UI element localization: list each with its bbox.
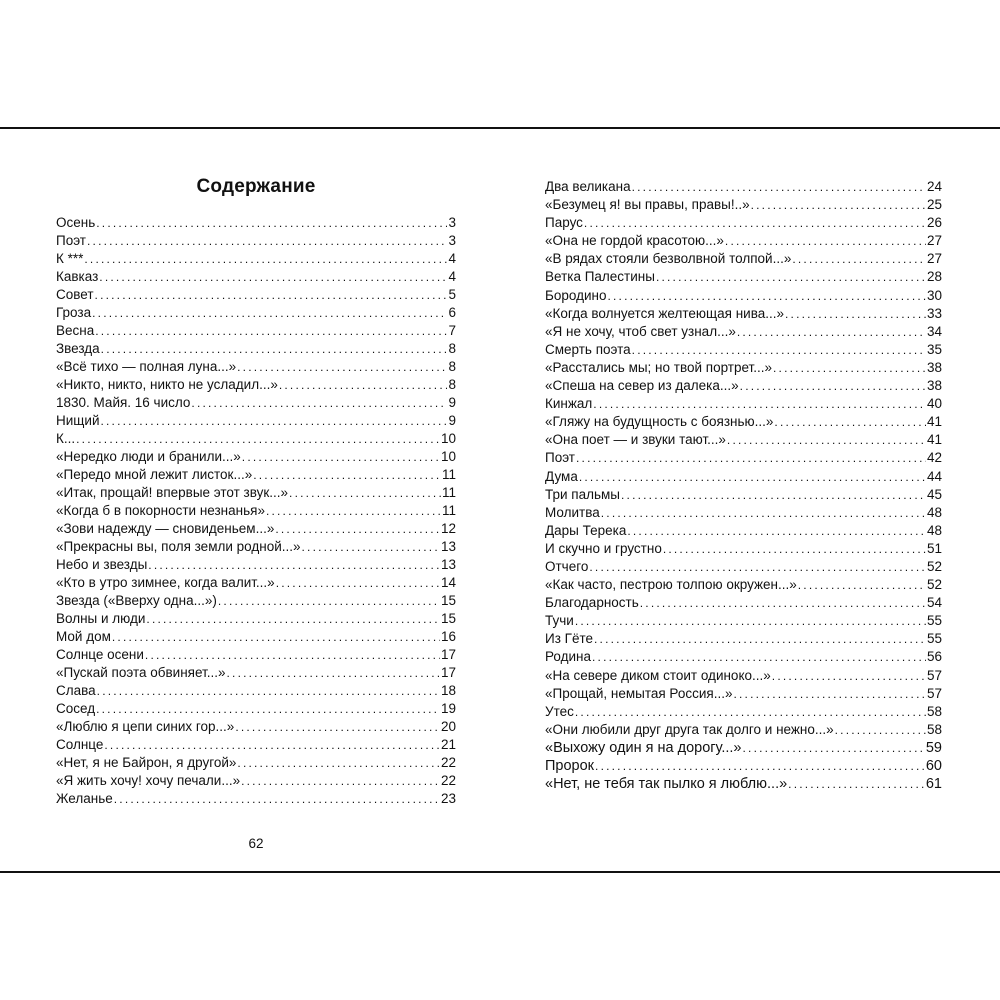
toc-dot-leader [241, 772, 440, 790]
toc-dot-leader [95, 322, 447, 340]
toc-entry [545, 232, 942, 250]
toc-entry [545, 594, 942, 612]
toc-entry-page: 55 [926, 613, 942, 629]
toc-entry [56, 340, 456, 358]
toc-entry-page: 56 [926, 649, 942, 665]
toc-entry-page: 42 [926, 450, 942, 466]
toc-entry-title: Поэт [56, 233, 86, 248]
toc-entry-title: «Нет, я не Байрон, я другой» [56, 755, 237, 770]
toc-entry-page: 3 [448, 233, 456, 248]
toc-dot-leader [218, 592, 440, 610]
toc-entry-title: К *** [56, 251, 84, 266]
toc-entry [56, 448, 456, 466]
toc-entry-page: 8 [448, 377, 456, 392]
toc-entry [56, 538, 456, 556]
toc-entry [545, 648, 942, 666]
toc-entry [56, 250, 456, 268]
toc-dot-leader [584, 214, 926, 232]
toc-entry [56, 772, 456, 790]
toc-dot-leader [773, 359, 926, 377]
toc-entry-title: Молитва [545, 504, 600, 520]
toc-entry-title: «Расстались мы; но твой портрет...» [545, 359, 772, 375]
toc-dot-leader [302, 538, 440, 556]
toc-entry-page: 52 [926, 558, 942, 574]
toc-entry-page: 26 [926, 215, 942, 231]
toc-entry [545, 685, 942, 703]
toc-dot-leader [266, 502, 441, 520]
toc-entry-page: 40 [926, 396, 942, 412]
toc-dot-leader [737, 323, 926, 341]
toc-dot-leader [289, 484, 441, 502]
toc-dot-leader [114, 790, 440, 808]
toc-dot-leader [95, 286, 448, 304]
toc-entry-page: 44 [926, 468, 942, 484]
toc-dot-leader [607, 287, 926, 305]
toc-entry-title: Сосед [56, 701, 96, 716]
toc-entry-page: 18 [440, 683, 456, 698]
toc-entry [56, 736, 456, 754]
toc-entry [545, 468, 942, 486]
toc-entry [545, 395, 942, 413]
toc-entry [545, 214, 942, 232]
toc-entry [545, 522, 942, 540]
toc-entry [56, 592, 456, 610]
toc-entry-title: Отчего [545, 558, 589, 574]
toc-entry-page: 51 [926, 540, 942, 556]
toc-list-left [56, 214, 456, 808]
contents-heading: Содержание [196, 176, 316, 197]
toc-entry-title: Три пальмы [545, 486, 621, 502]
toc-entry [56, 412, 456, 430]
toc-entry-title: «Спеша на север из далека...» [545, 378, 739, 394]
toc-entry [56, 268, 456, 286]
toc-entry-page: 19 [440, 701, 456, 716]
toc-dot-leader [112, 628, 440, 646]
toc-entry-title: «Кто в утро зимнее, когда валит...» [56, 575, 275, 590]
toc-entry-page: 57 [926, 667, 942, 683]
toc-entry-title: Мой дом [56, 629, 111, 644]
toc-entry-title: «Я не хочу, чтоб свет узнал...» [545, 323, 736, 339]
toc-dot-leader [835, 721, 926, 739]
toc-dot-leader [97, 682, 440, 700]
toc-entry [56, 214, 456, 232]
toc-dot-leader [725, 232, 926, 250]
toc-entry-title: «Прекрасны вы, поля земли родной...» [56, 539, 301, 554]
toc-entry-title: Кинжал [545, 396, 593, 412]
toc-entry-page: 60 [925, 758, 942, 774]
toc-entry-page: 45 [926, 486, 942, 502]
toc-dot-leader [595, 757, 925, 775]
toc-entry [545, 540, 942, 558]
toc-dot-leader [632, 341, 926, 359]
toc-entry [56, 484, 456, 502]
toc-entry-page: 57 [926, 685, 942, 701]
toc-entry-page: 17 [440, 665, 456, 680]
toc-entry-page: 41 [926, 432, 942, 448]
toc-entry-page: 22 [440, 773, 456, 788]
toc-entry-page: 52 [926, 577, 942, 593]
toc-entry-title: Два великана [545, 179, 631, 194]
toc-entry-title: Звезда [56, 341, 100, 356]
toc-entry [56, 610, 456, 628]
toc-entry [545, 558, 942, 576]
toc-dot-leader [663, 540, 926, 558]
toc-entry [545, 612, 942, 630]
toc-dot-leader [774, 413, 926, 431]
toc-dot-leader [275, 520, 440, 538]
toc-entry-page: 54 [926, 595, 942, 611]
toc-entry-page: 35 [926, 341, 942, 357]
toc-dot-leader [621, 486, 926, 504]
toc-dot-leader [575, 612, 926, 630]
toc-entry-title: Гроза [56, 305, 92, 320]
toc-entry-title: Дары Терека [545, 522, 627, 538]
toc-entry-title: «Люблю я цепи синих гор...» [56, 719, 235, 734]
toc-entry-title: Утес [545, 703, 574, 719]
toc-entry-title: Весна [56, 323, 95, 338]
toc-entry-title: Кавказ [56, 269, 99, 284]
toc-entry-title: 1830. Майя. 16 число [56, 395, 191, 410]
toc-entry-page: 10 [440, 431, 456, 446]
toc-dot-leader [785, 305, 926, 323]
toc-entry [56, 556, 456, 574]
toc-entry-page: 17 [440, 647, 456, 662]
toc-entry-page: 3 [448, 215, 456, 230]
toc-entry [545, 178, 942, 196]
toc-dot-leader [104, 736, 440, 754]
toc-entry-title: «Я жить хочу! хочу печали...» [56, 773, 241, 788]
toc-entry [545, 413, 942, 431]
toc-dot-leader [235, 718, 440, 736]
toc-dot-leader [579, 468, 926, 486]
toc-entry-title: Поэт [545, 450, 575, 466]
toc-dot-leader [576, 449, 926, 467]
right-page [545, 129, 942, 871]
toc-entry [545, 196, 942, 214]
toc-entry-page: 6 [448, 305, 456, 320]
toc-dot-leader [92, 304, 447, 322]
toc-entry-title: Из Гёте [545, 631, 594, 647]
toc-dot-leader [751, 196, 926, 214]
toc-entry [56, 664, 456, 682]
toc-entry [56, 286, 456, 304]
toc-dot-leader [733, 685, 926, 703]
toc-entry-page: 15 [440, 593, 456, 608]
toc-entry-title: Волны и люди [56, 611, 146, 626]
toc-entry-title: «Они любили друг друга так долго и нежно...» [545, 721, 834, 737]
toc-entry-page: 23 [440, 791, 456, 806]
toc-dot-leader [740, 377, 926, 395]
toc-dot-leader [227, 664, 440, 682]
toc-dot-leader [76, 430, 440, 448]
toc-dot-leader [592, 648, 926, 666]
toc-dot-leader [601, 504, 926, 522]
toc-entry-page: 22 [440, 755, 456, 770]
toc-list-right [545, 178, 942, 793]
toc-entry [545, 739, 942, 757]
toc-dot-leader [87, 232, 447, 250]
toc-entry [545, 323, 942, 341]
toc-entry-title: К... [56, 431, 76, 446]
toc-dot-leader [237, 754, 440, 772]
toc-entry-title: Слава [56, 683, 96, 698]
toc-entry [545, 703, 942, 721]
toc-entry-title: Родина [545, 649, 592, 665]
page-number: 62 [248, 836, 264, 851]
toc-entry-title: Смерть поэта [545, 341, 631, 357]
toc-dot-leader [632, 178, 926, 196]
toc-dot-leader [772, 667, 926, 685]
toc-entry [56, 502, 456, 520]
toc-entry-page: 27 [926, 233, 942, 249]
toc-entry [56, 646, 456, 664]
toc-entry-page: 33 [926, 305, 942, 321]
toc-entry-title: Нищий [56, 413, 100, 428]
toc-entry-title: И скучно и грустно [545, 540, 662, 556]
toc-entry-page: 38 [926, 378, 942, 394]
toc-entry [56, 628, 456, 646]
toc-entry [545, 576, 942, 594]
toc-entry [545, 268, 942, 286]
toc-entry [545, 721, 942, 739]
toc-entry [545, 305, 942, 323]
toc-entry [56, 304, 456, 322]
toc-entry [56, 466, 456, 484]
toc-entry [545, 359, 942, 377]
toc-entry-title: Солнце [56, 737, 104, 752]
toc-dot-leader [640, 594, 926, 612]
toc-entry [545, 504, 942, 522]
toc-entry-page: 7 [448, 323, 456, 338]
toc-entry [56, 754, 456, 772]
toc-dot-leader [279, 376, 448, 394]
toc-dot-leader [99, 268, 447, 286]
toc-entry [545, 287, 942, 305]
toc-entry [56, 394, 456, 412]
toc-entry-title: Тучи [545, 613, 574, 629]
toc-entry [56, 430, 456, 448]
toc-entry-title: «Пускай поэта обвиняет...» [56, 665, 226, 680]
toc-dot-leader [792, 250, 926, 268]
toc-entry [545, 377, 942, 395]
toc-dot-leader [148, 556, 440, 574]
toc-entry-title: Дума [545, 468, 578, 484]
toc-dot-leader [743, 739, 925, 757]
toc-entry-page: 34 [926, 323, 942, 339]
toc-entry-title: Парус [545, 215, 583, 231]
toc-entry [545, 250, 942, 268]
toc-dot-leader [146, 610, 440, 628]
toc-entry [56, 232, 456, 250]
toc-entry-title: Ветка Палестины [545, 269, 655, 285]
book-spread [0, 127, 1000, 873]
toc-entry-page: 48 [926, 522, 942, 538]
toc-entry-title: «Она не гордой красотою...» [545, 233, 724, 249]
toc-entry-page: 61 [925, 776, 942, 793]
toc-entry [545, 486, 942, 504]
toc-entry-page: 20 [440, 719, 456, 734]
toc-entry [56, 682, 456, 700]
toc-dot-leader [253, 466, 441, 484]
toc-entry-page: 14 [440, 575, 456, 590]
toc-entry-title: «Передо мной лежит листок...» [56, 467, 253, 482]
toc-entry-page: 24 [926, 179, 942, 194]
toc-entry-title: «В рядах стояли безволвной толпой...» [545, 251, 792, 267]
toc-entry-title: «Итак, прощай! впервые этот звук...» [56, 485, 289, 500]
toc-entry [56, 376, 456, 394]
toc-entry [545, 341, 942, 359]
toc-entry-title: «Зови надежду — сновиденьем...» [56, 521, 275, 536]
toc-dot-leader [100, 412, 447, 430]
toc-dot-leader [101, 340, 448, 358]
toc-entry-title: «Нет, не тебя так пылко я люблю...» [545, 776, 788, 793]
toc-entry-page: 9 [448, 413, 456, 428]
toc-dot-leader [656, 268, 926, 286]
toc-entry-page: 55 [926, 631, 942, 647]
toc-entry-title: «Когда б в покорности незнанья» [56, 503, 265, 518]
toc-entry-page: 25 [926, 197, 942, 213]
toc-entry [56, 358, 456, 376]
toc-entry-page: 11 [441, 467, 456, 482]
toc-entry [56, 700, 456, 718]
toc-entry-title: «Как часто, пестрою толпою окружен...» [545, 577, 797, 593]
toc-entry-page: 4 [448, 251, 456, 266]
toc-dot-leader [84, 250, 447, 268]
toc-entry-page: 8 [448, 359, 456, 374]
toc-entry-page: 13 [440, 557, 456, 572]
toc-entry-page: 58 [926, 703, 942, 719]
toc-entry-title: «Нередко люди и бранили...» [56, 449, 241, 464]
toc-entry-title: Бородино [545, 287, 607, 303]
toc-dot-leader [242, 448, 440, 466]
toc-dot-leader [237, 358, 447, 376]
toc-entry-page: 21 [440, 737, 456, 752]
toc-dot-leader [593, 395, 926, 413]
toc-dot-leader [594, 630, 926, 648]
toc-dot-leader [589, 558, 926, 576]
toc-entry-page: 4 [448, 269, 456, 284]
toc-entry [56, 520, 456, 538]
toc-entry [545, 449, 942, 467]
toc-entry-page: 5 [448, 287, 456, 302]
toc-entry-page: 28 [926, 269, 942, 285]
toc-entry-title: Благодарность [545, 595, 639, 611]
toc-entry-title: Солнце осени [56, 647, 144, 662]
toc-entry-title: «Когда волнуется желтеющая нива...» [545, 305, 784, 321]
toc-entry-page: 41 [926, 414, 942, 430]
toc-entry-page: 9 [448, 395, 456, 410]
toc-entry-title: «На севере диком стоит одиноко...» [545, 667, 771, 683]
toc-entry-title: Звезда («Вверху одна...») [56, 593, 217, 608]
toc-entry-page: 30 [926, 287, 942, 303]
toc-dot-leader [798, 576, 926, 594]
toc-entry-page: 38 [926, 359, 942, 375]
toc-entry-title: Осень [56, 215, 96, 230]
toc-entry-page: 11 [441, 503, 456, 518]
toc-entry-page: 16 [440, 629, 456, 644]
toc-entry-title: «Гляжу на будущность с боязнью...» [545, 414, 774, 430]
toc-entry-title: Небо и звезды [56, 557, 148, 572]
toc-entry-page: 15 [440, 611, 456, 626]
toc-entry-title: Пророк [545, 758, 595, 774]
toc-entry-page: 13 [440, 539, 456, 554]
toc-entry [56, 574, 456, 592]
toc-entry [545, 431, 942, 449]
toc-entry-title: «Прощай, немытая Россия...» [545, 685, 733, 701]
toc-dot-leader [96, 700, 440, 718]
toc-entry-page: 48 [926, 504, 942, 520]
toc-entry-page: 11 [441, 485, 456, 500]
left-page [56, 129, 456, 871]
toc-entry [56, 322, 456, 340]
toc-dot-leader [788, 775, 925, 793]
toc-entry-title: Совет [56, 287, 94, 302]
toc-entry-title: «Никто, никто, никто не усладил...» [56, 377, 278, 392]
toc-dot-leader [276, 574, 440, 592]
toc-entry-title: «Выхожу один я на дорогу...» [545, 739, 742, 756]
toc-entry-page: 10 [440, 449, 456, 464]
toc-entry-title: «Всё тихо — полная луна...» [56, 359, 237, 374]
toc-dot-leader [145, 646, 440, 664]
toc-entry-page: 58 [926, 721, 942, 737]
toc-entry-title: «Безумец я! вы правы, правы!..» [545, 197, 750, 213]
toc-entry [545, 630, 942, 648]
toc-dot-leader [727, 431, 926, 449]
toc-entry [545, 775, 942, 793]
toc-dot-leader [96, 214, 447, 232]
toc-dot-leader [575, 703, 926, 721]
toc-entry-page: 59 [925, 739, 942, 756]
toc-entry-page: 27 [926, 251, 942, 267]
toc-dot-leader [627, 522, 926, 540]
toc-entry-title: Желанье [56, 791, 113, 806]
toc-entry [545, 667, 942, 685]
toc-entry [56, 790, 456, 808]
toc-entry [545, 757, 942, 775]
toc-entry-title: «Она поет — и звуки тают...» [545, 432, 726, 448]
toc-dot-leader [191, 394, 447, 412]
toc-entry-page: 8 [448, 341, 456, 356]
toc-entry [56, 718, 456, 736]
toc-entry-page: 12 [440, 521, 456, 536]
